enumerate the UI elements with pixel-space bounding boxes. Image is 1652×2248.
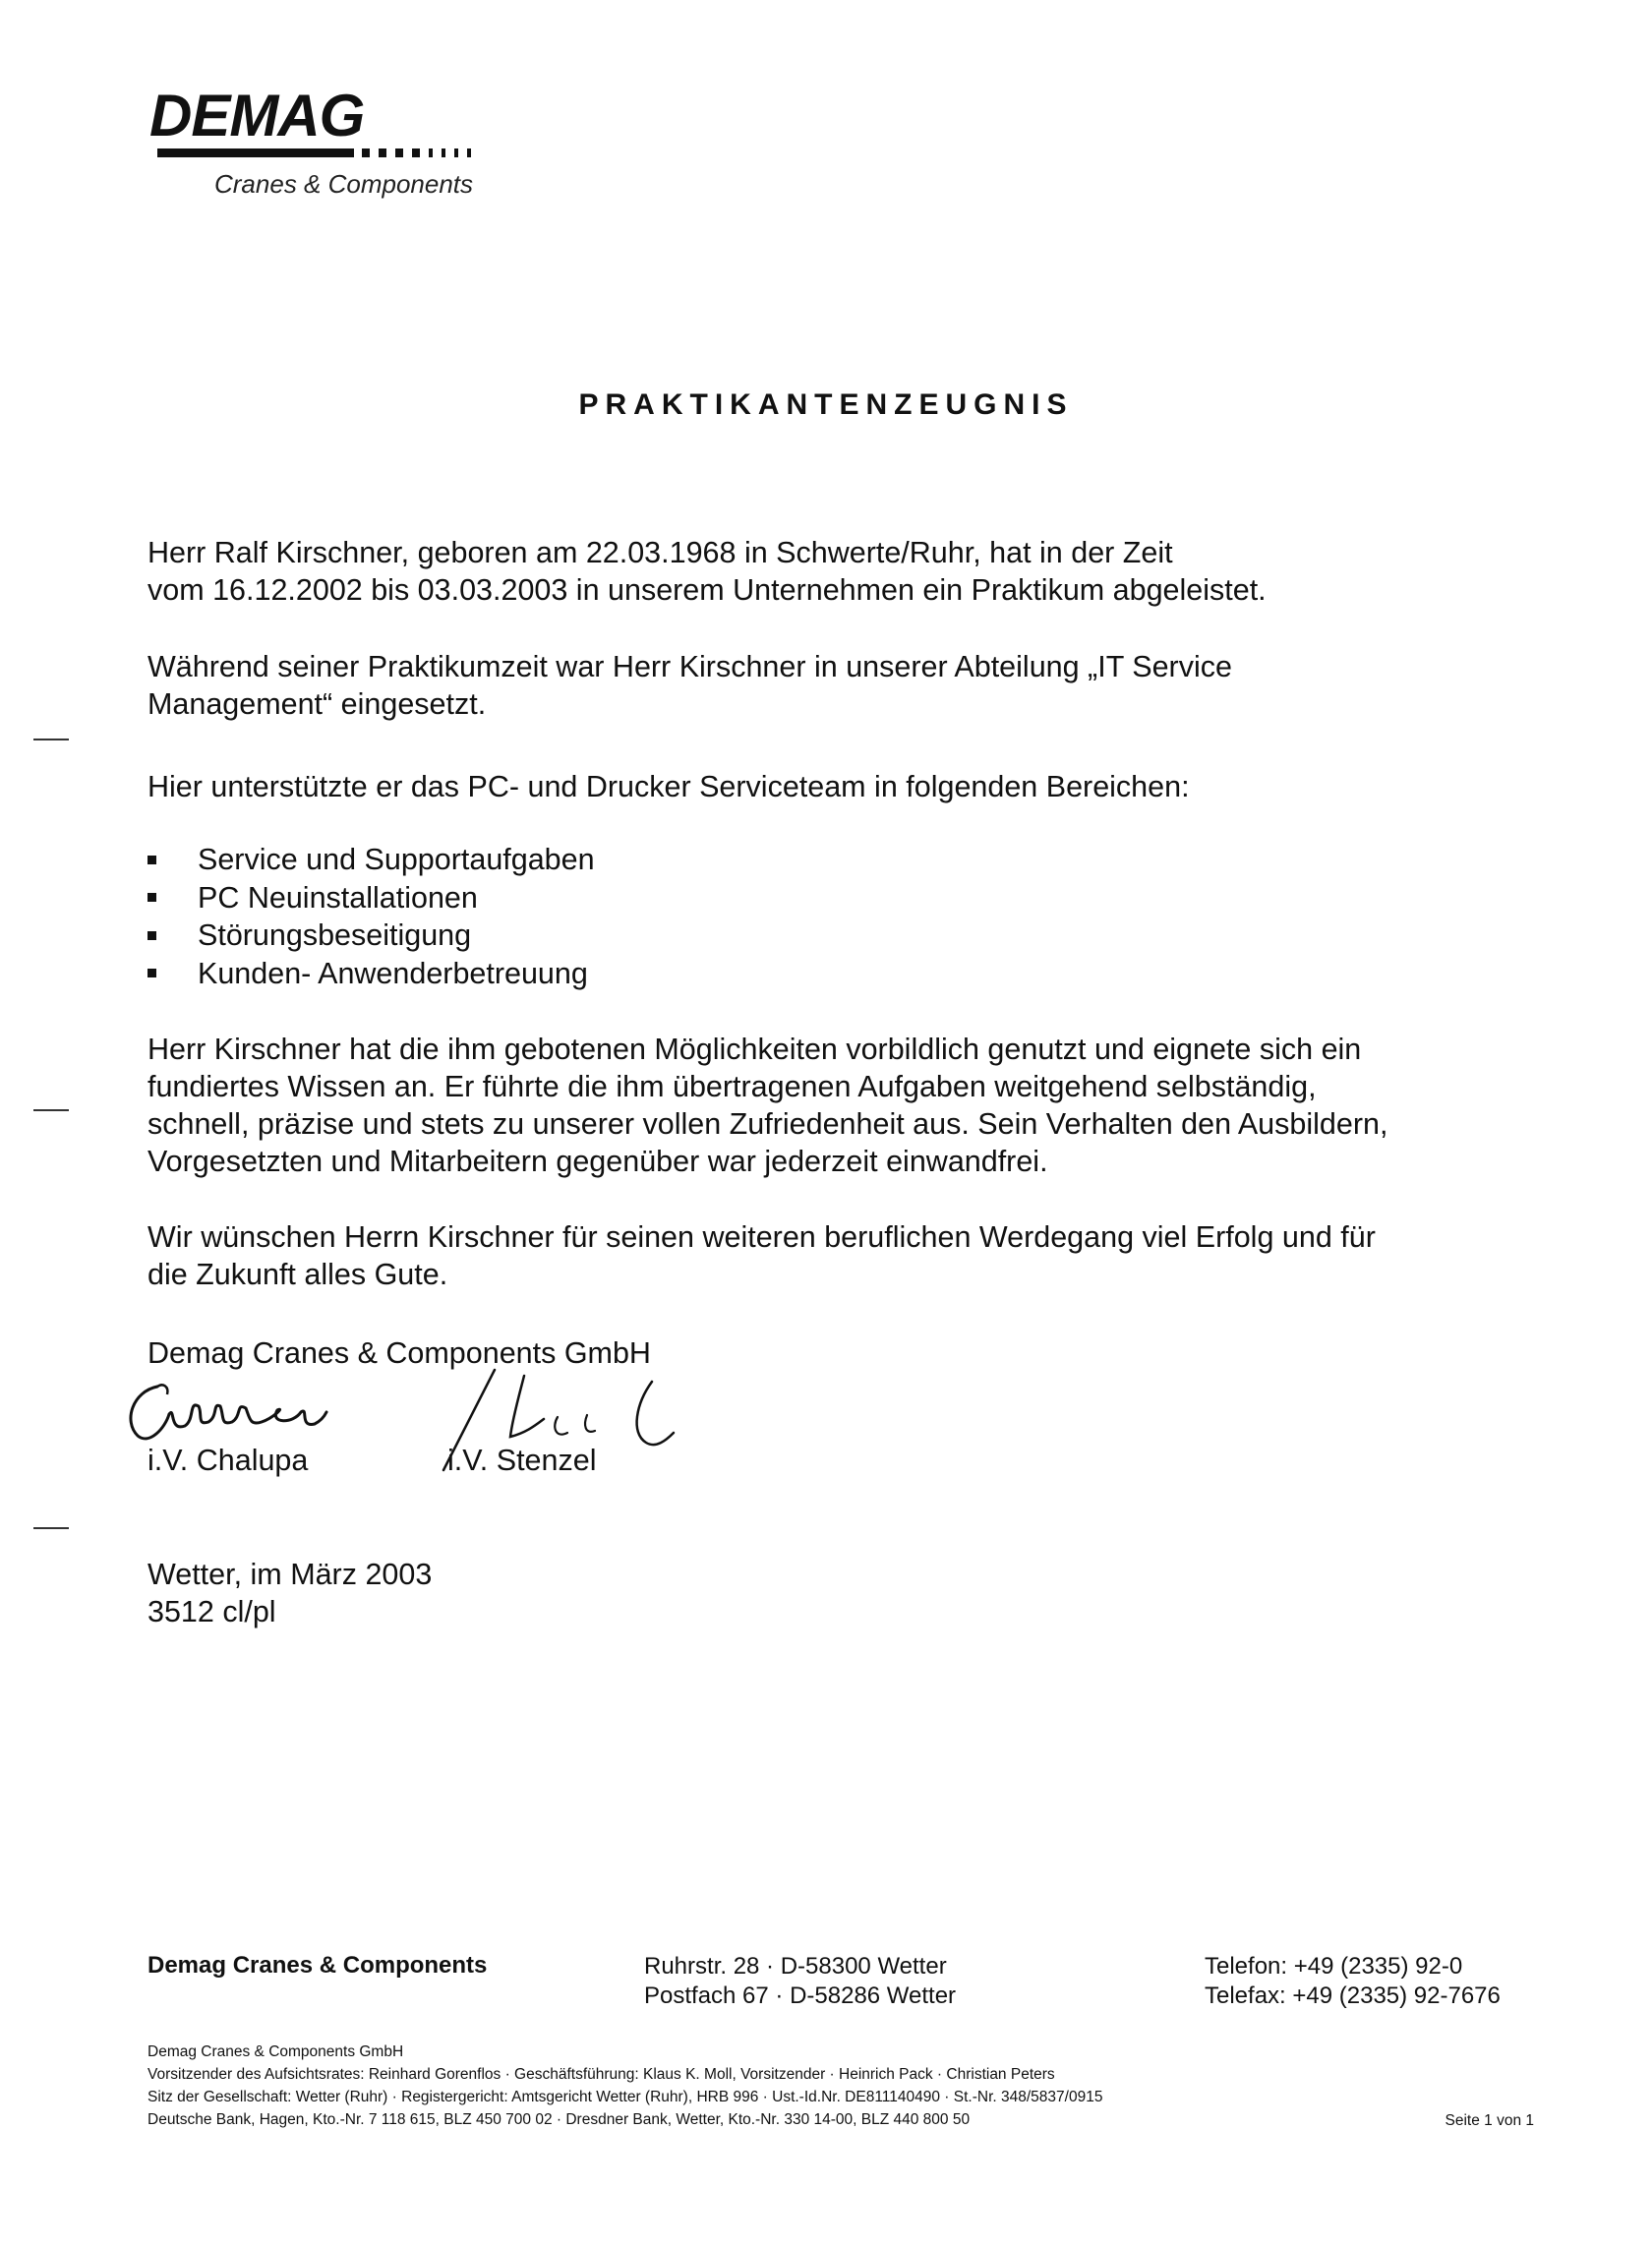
address-line: Postfach 67 · D-58286 Wetter — [644, 1982, 957, 2009]
logo-dots — [362, 148, 471, 157]
fold-mark — [33, 1527, 69, 1529]
service-intro-paragraph — [148, 768, 1190, 805]
task-list — [148, 841, 595, 992]
page-number: Seite 1 von 1 — [1445, 2112, 1534, 2129]
text-line: schnell, präzise und stets zu unserer vollen Zufriedenheit aus. Sein Verhalten den Ausbildern, — [148, 1107, 1388, 1141]
company-line: Demag Cranes & Components GmbH — [148, 1336, 651, 1370]
bullet-icon — [148, 893, 156, 902]
list-item: Service und Supportaufgaben — [148, 841, 595, 879]
signature-chalupa — [118, 1367, 344, 1455]
legal-line: Vorsitzender des Aufsichtsrates: Reinhard Gorenflos · Geschäftsführung: Klaus K. Moll, Vorsitzender · Heinrich Pack · Christian Peters — [148, 2066, 1055, 2083]
footer-contact — [1205, 1952, 1501, 2011]
list-item: Störungsbeseitigung — [148, 917, 595, 955]
fold-mark — [33, 739, 69, 740]
text-line: Hier unterstützte er das PC- und Drucker Serviceteam in folgenden Bereichen: — [148, 770, 1190, 803]
text-line: Management“ eingesetzt. — [148, 687, 487, 721]
department-paragraph — [148, 648, 1232, 723]
legal-line: Demag Cranes & Components GmbH — [148, 2043, 404, 2060]
bullet-icon — [148, 931, 156, 940]
text-line: Herr Ralf Kirschner, geboren am 22.03.1968 in Schwerte/Ruhr, hat in der Zeit — [148, 536, 1173, 569]
legal-line: Sitz der Gesellschaft: Wetter (Ruhr) · Registergericht: Amtsgericht Wetter (Ruhr), HRB 996 · Ust.-Id.Nr. DE811140490 · St.-Nr. 348/5837/0915 — [148, 2089, 1103, 2105]
intro-paragraph — [148, 534, 1267, 609]
text-line: fundiertes Wissen an. Er führte die ihm übertragenen Aufgaben weitgehend selbständig, — [148, 1070, 1317, 1103]
text-line: Vorgesetzten und Mitarbeitern gegenüber war jederzeit einwandfrei. — [148, 1145, 1048, 1178]
bullet-icon — [148, 969, 156, 977]
company-logo-tagline: Cranes & Components — [214, 169, 474, 199]
closing-paragraph — [148, 1218, 1376, 1293]
text-line: vom 16.12.2002 bis 03.03.2003 in unserem Unternehmen ein Praktikum abgeleistet. — [148, 573, 1267, 607]
list-item: PC Neuinstallationen — [148, 879, 595, 917]
text-line: Herr Kirschner hat die ihm gebotenen Möglichkeiten vorbildlich genutzt und eignete sich ein — [148, 1033, 1362, 1066]
phone-number: Telefon: +49 (2335) 92-0 — [1205, 1953, 1463, 1980]
text-line: Während seiner Praktikumzeit war Herr Kirschner in unserer Abteilung „IT Service — [148, 650, 1232, 683]
signatory-left: i.V. Chalupa — [148, 1444, 309, 1477]
signatory-right: i.V. Stenzel — [447, 1444, 597, 1477]
logo-bar — [157, 148, 354, 157]
legal-line: Deutsche Bank, Hagen, Kto.-Nr. 7 118 615, BLZ 450 700 02 · Dresdner Bank, Wetter, Kto.-Nr. 330 14-00, BLZ 440 800 50 — [148, 2111, 971, 2128]
place-date: Wetter, im März 2003 — [148, 1558, 433, 1591]
footer-address — [644, 1952, 956, 2011]
fax-number: Telefax: +49 (2335) 92-7676 — [1205, 1982, 1501, 2009]
reference-code: 3512 cl/pl — [148, 1595, 276, 1628]
list-item: Kunden- Anwenderbetreuung — [148, 955, 595, 993]
text-line: Wir wünschen Herrn Kirschner für seinen weiteren beruflichen Werdegang viel Erfolg und für — [148, 1220, 1376, 1254]
fold-mark — [33, 1109, 69, 1111]
address-line: Ruhrstr. 28 · D-58300 Wetter — [644, 1953, 947, 1980]
assessment-paragraph — [148, 1031, 1387, 1180]
document-title: PRAKTIKANTENZEUGNIS — [578, 388, 1074, 421]
text-line: die Zukunft alles Gute. — [148, 1258, 448, 1291]
footer-company: Demag Cranes & Components — [148, 1952, 488, 1979]
footer-legal — [148, 2041, 1102, 2131]
bullet-icon — [148, 856, 156, 864]
company-logo-word: DEMAG — [149, 83, 365, 148]
